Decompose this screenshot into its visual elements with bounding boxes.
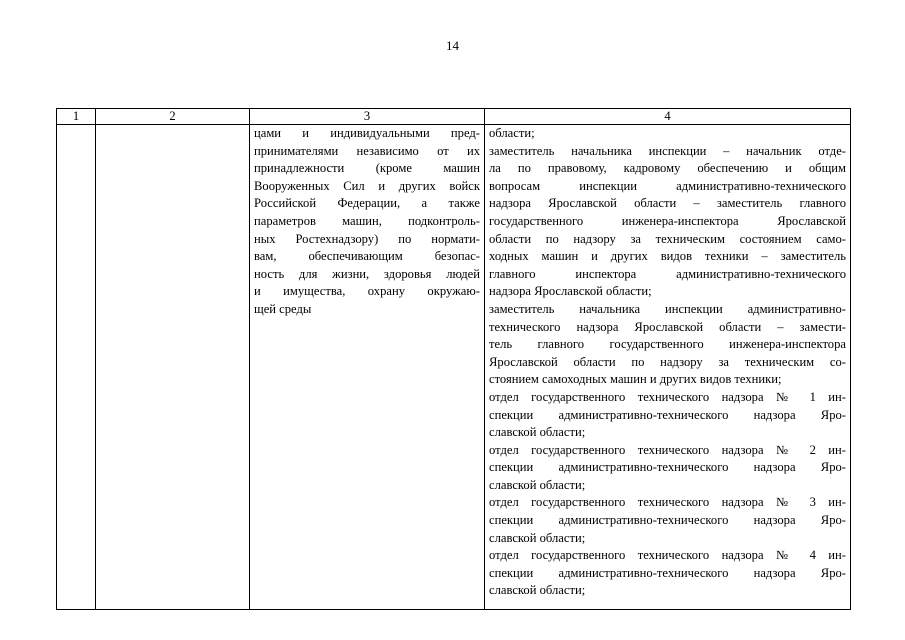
- text-line: параметров машин, подконтроль-: [254, 213, 480, 228]
- text-line: заместитель начальника инспекции – начальник отде-: [489, 143, 846, 158]
- cell-col-3: [250, 125, 485, 610]
- text-line: надзора Ярославской области – заместитель главного: [489, 196, 846, 211]
- text-line: славской области;: [489, 425, 586, 440]
- text-line: ных Ростехнадзору) по нормати-: [254, 231, 480, 246]
- text-line: вопросам инспекции административно-технического: [489, 178, 846, 193]
- text-line: ла по правовому, кадровому обеспечению и общим: [489, 161, 846, 176]
- text-line: отдел государственного технического надзора № 1 ин-: [489, 389, 846, 404]
- text-line: славской области;: [489, 477, 586, 492]
- column-header-2: 2: [96, 109, 250, 125]
- text-line: Вооруженных Сил и других войск: [254, 178, 480, 193]
- text-line: заместитель начальника инспекции административно-: [489, 301, 846, 316]
- text-line: цами и индивидуальными пред-: [254, 126, 480, 140]
- table-row: [57, 125, 851, 610]
- text-line: щей среды: [254, 301, 312, 316]
- text-line: спекции административно-технического надзора Яро-: [489, 513, 846, 528]
- column-header-3: 3: [250, 109, 485, 125]
- text-line: спекции административно-технического надзора Яро-: [489, 407, 846, 422]
- text-line: ходных машин и других видов техники – заместитель: [489, 249, 846, 264]
- text-line: технического надзора Ярославской области – замести-: [489, 319, 846, 334]
- text-line: принадлежности (кроме машин: [254, 161, 480, 176]
- text-line: области;: [489, 126, 535, 140]
- text-line: принимателями независимо от их: [254, 143, 480, 158]
- text-line: спекции административно-технического надзора Яро-: [489, 460, 846, 475]
- text-line: спекции административно-технического надзора Яро-: [489, 565, 846, 580]
- page-number: 14: [446, 38, 459, 53]
- text-line: отдел государственного технического надзора № 4 ин-: [489, 548, 846, 563]
- text-line: Российской Федерации, а также: [254, 196, 480, 211]
- text-line: государственного инженера-инспектора Ярославской: [489, 213, 846, 228]
- text-line: главного инспектора административно-технического: [489, 266, 846, 281]
- text-line: и имущества, охрану окружаю-: [254, 284, 480, 299]
- text-line: вам, обеспечивающим безопас-: [254, 249, 480, 264]
- cell-col-4: [485, 125, 851, 610]
- cell-col-1: [57, 125, 96, 610]
- text-line: отдел государственного технического надзора № 2 ин-: [489, 442, 846, 457]
- text-line: стоянием самоходных машин и других видов техники;: [489, 372, 782, 387]
- text-line: ность для жизни, здоровья людей: [254, 266, 480, 281]
- document-table: [56, 108, 851, 610]
- text-line: надзора Ярославской области;: [489, 284, 652, 299]
- text-line: области по надзору за техническим состоянием само-: [489, 231, 846, 246]
- column-header-4: 4: [485, 109, 851, 125]
- table-header-row: [57, 109, 851, 125]
- text-line: отдел государственного технического надзора № 3 ин-: [489, 495, 846, 510]
- text-line: тель главного государственного инженера-инспектора: [489, 337, 846, 352]
- text-line: Ярославской области по надзору за техническим со-: [489, 354, 846, 369]
- text-line: славской области;: [489, 583, 586, 598]
- column-header-1: 1: [57, 109, 96, 125]
- cell-col-2: [96, 125, 250, 610]
- text-line: славской области;: [489, 530, 586, 545]
